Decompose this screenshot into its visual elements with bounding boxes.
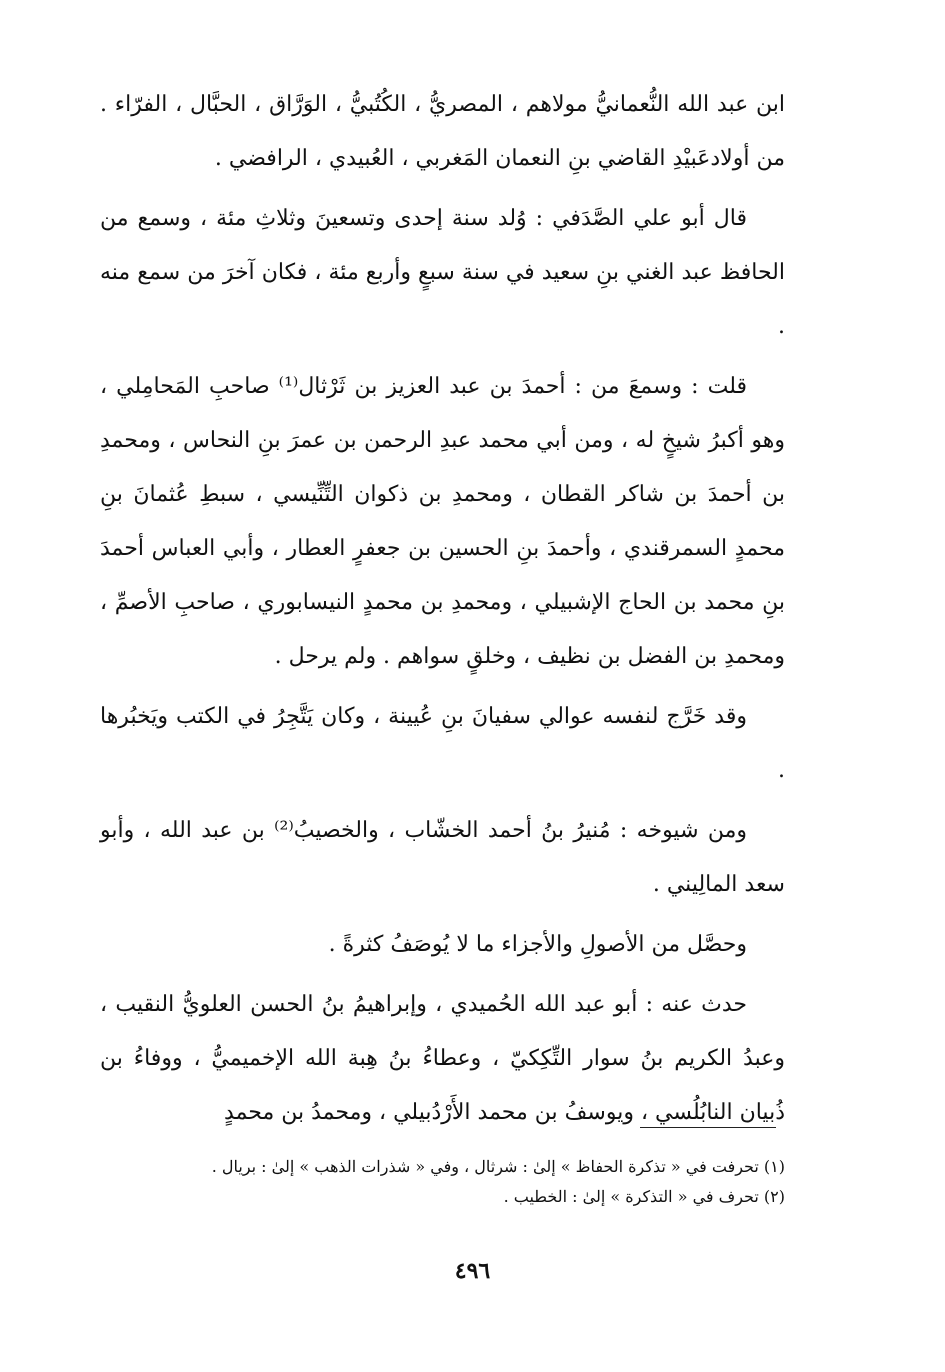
paragraph-intro: ابن عبد الله النُّعمانيُّ مولاهم ، المصريُّ ، الكُتُبيُّ ، الوَرَّاق ، الحبَّال ، الفرّاء . من أولادعَبيْدِ القاضي بنِ النعمان المَغربي ، العُبيدي ، الرافضي . — [100, 92, 785, 171]
main-text — [100, 78, 785, 1146]
paragraph-usul: وحصَّل من الأصولِ والأجزاء ما لا يُوصَفُ كثرةً . — [328, 932, 747, 957]
page-number: ٤٩٦ — [454, 1258, 491, 1284]
footnote-1: (١) تحرفت في « تذكرة الحفاظ » إلىٰ : شرثال ، وفي « شذرات الذهب » إلىٰ : بريال . — [211, 1157, 785, 1176]
paragraph-birth: قال أبو علي الصَّدَفي : وُلد سنة إحدى وتسعينَ وثلاثِ مئة ، وسمع من الحافظ عبد الغني بنِ سعيد في سنة سبعٍ وأربع مئة ، فكان آخرَ من سمع منه . — [100, 206, 785, 339]
paragraph-compilation: وقد خَرَّج لنفسه عوالي سفيانَ بنِ عُيينة ، وكان يَتَّجِرُ في الكتب ويَخبُرها . — [100, 704, 785, 783]
paragraph-teachers: قلت : وسمعَ من : أحمدَ بن عبد العزيز بن ثَرْثال⁽¹⁾ صاحبِ المَحامِلي ، وهو أكبرُ شيخٍ له ، ومن أبي محمد عبدِ الرحمن بن عمرَ بنِ النحاس ، ومحمدِ بن أحمدَ بن شاكر القطان ، ومحمدِ بن ذكوان التِّنِّيسي ، سبطِ عُثمانَ بنِ محمدٍ السمرقندي ، وأحمدَ بنِ الحسين بن جعفرٍ العطار ، وأبي العباس أحمدَ بنِ محمد بن الحاج الإشبيلي ، ومحمدِ بن محمدٍ النيسابوري ، صاحبِ الأصمِّ ، ومحمدِ بن الفضل بن نظيف ، وخلقٍ سواهم . ولم يرحل . — [100, 374, 785, 669]
paragraph-students: حدث عنه : أبو عبد الله الحُميدي ، وإبراهيمُ بنُ الحسن العلويُّ النقيب ، وعبدُ الكريم بنُ سوار التِّكِكيّ ، وعطاءُ بنُ هِبة الله الإخميميُّ ، ووفاءُ بن ذُبيان النابُلُسي ، ويوسفُ بن محمد الأَرْدُبيلي ، ومحمدُ بن محمدٍ — [100, 992, 785, 1125]
paragraph-shuyukh: ومن شيوخه : مُنيرُ بنُ أحمد الخشّاب ، والخصيبُ⁽²⁾ بن عبد الله ، وأبو سعد المالِيني . — [100, 818, 785, 897]
footnotes — [100, 1152, 785, 1212]
footnote-divider — [640, 1127, 776, 1128]
footnote-2: (٢) تحرف في « التذكرة » إلىٰ : الخطيب . — [503, 1187, 785, 1206]
